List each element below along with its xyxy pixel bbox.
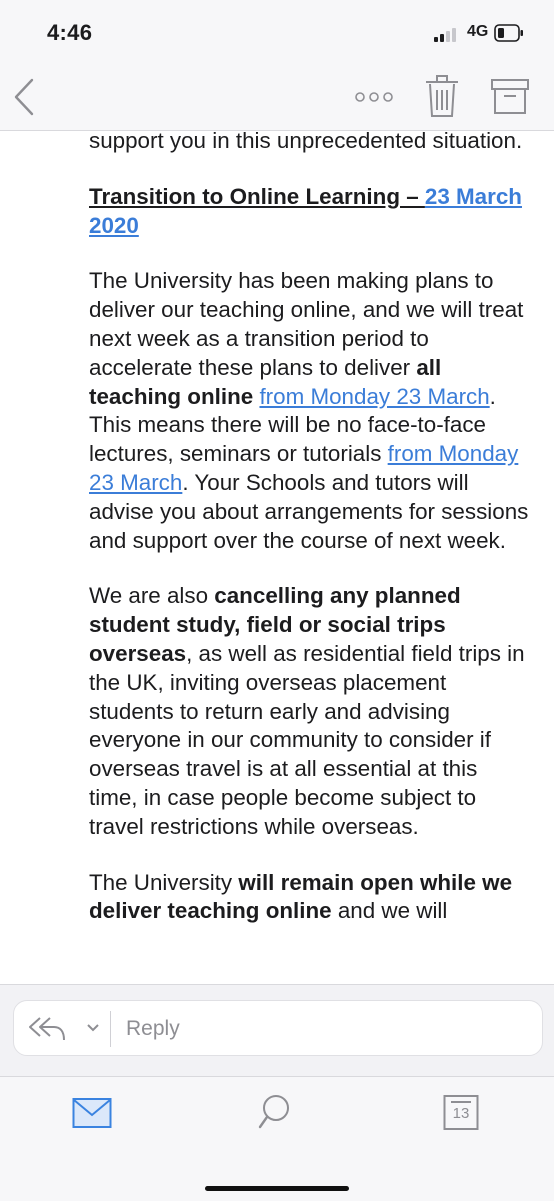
calendar-day: 13 [452, 1105, 470, 1122]
date-link[interactable]: from Monday 23 March [89, 441, 519, 495]
reply-box[interactable] [13, 1000, 543, 1056]
text-run: , as well as residential field trips in the UK, inviting overseas placement students to return early and advising everyone in our community to consider if overseas travel is at all essential at this time, in case people become subject to travel restrictions while overseas. [89, 640, 525, 839]
text-run: The University [89, 869, 239, 895]
paragraph-open [89, 869, 529, 927]
reply-input-placeholder[interactable]: Reply [126, 1017, 180, 1040]
date-link[interactable]: from Monday 23 March [259, 383, 490, 409]
battery-icon [494, 24, 524, 42]
heading-text: Transition to Online Learning – [89, 183, 425, 209]
trash-icon[interactable] [424, 74, 460, 118]
archive-icon[interactable] [490, 76, 530, 116]
text-run: . Your Schools and tutors will advise you about arrangements for sessions and support over the course of next week. [89, 469, 529, 553]
mail-icon[interactable] [72, 1097, 112, 1129]
heading-date-link[interactable]: 23 March 2020 [89, 183, 522, 238]
reply-all-icon[interactable] [28, 1014, 66, 1044]
email-text [89, 131, 529, 953]
mail-toolbar [0, 64, 554, 131]
reply-bar [0, 984, 554, 1077]
bold-text: all teaching online [89, 354, 442, 409]
status-time: 4:46 [47, 20, 93, 45]
text-run: The University has been making plans to deliver our teaching online, and we will treat next week as a transition period to accelerate these plans to deliver [89, 268, 524, 380]
network-type: 4G [467, 23, 489, 40]
signal-icon [434, 26, 464, 42]
text-run: and we will [331, 898, 448, 924]
reply-divider [110, 1011, 111, 1047]
bold-text: will remain open while we deliver teaching online [89, 869, 513, 924]
section-heading [89, 183, 529, 241]
text-run: We are also [89, 583, 215, 609]
text-run: . This means there will be no face-to-face lectures, seminars or tutorials [89, 383, 496, 467]
status-bar [0, 0, 554, 64]
paragraph-intro-end: support you in this unprecedented situation. [89, 131, 523, 153]
calendar-tab[interactable] [443, 1093, 479, 1131]
home-indicator [205, 1186, 349, 1191]
email-body[interactable] [0, 131, 554, 984]
search-icon[interactable] [258, 1093, 294, 1129]
tab-bar [0, 1076, 554, 1201]
back-chevron-icon[interactable] [10, 76, 40, 118]
paragraph-trips [89, 582, 529, 841]
paragraph-online-learning [89, 267, 529, 555]
more-icon[interactable] [352, 84, 396, 110]
chevron-down-icon[interactable] [86, 1022, 100, 1034]
bold-text: cancelling any planned student study, field or social trips overseas [89, 583, 461, 666]
